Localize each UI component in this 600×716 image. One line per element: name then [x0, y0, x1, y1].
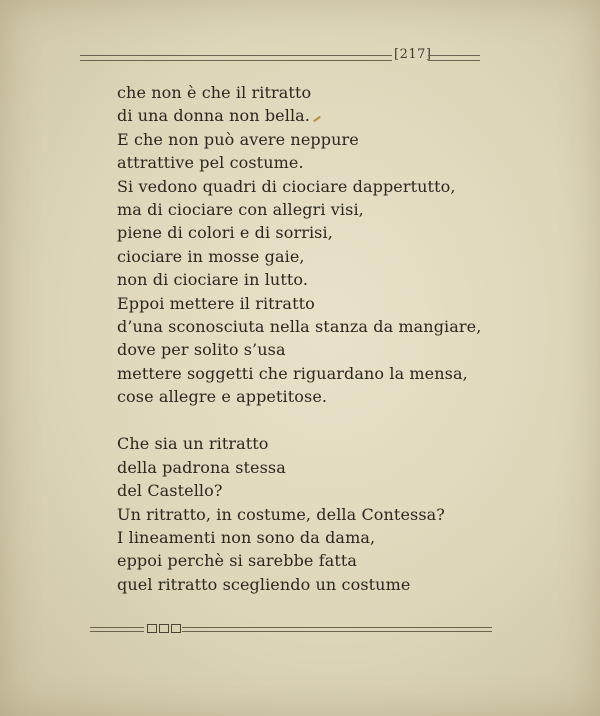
- poem-line: che non è che il ritratto: [117, 83, 312, 102]
- poem-line: ma di ciociare con allegri visi,: [117, 199, 364, 219]
- poem-line: di una donna non bella.: [117, 106, 310, 126]
- footer-rule-left: [90, 627, 144, 632]
- poem-line: Eppoi mettere il ritratto: [117, 293, 315, 313]
- poem-line: E che non può avere neppure: [117, 129, 359, 149]
- poem-line: Che sia un ritratto: [117, 434, 269, 454]
- poem-line: piene di colori e di sorrisi,: [117, 223, 333, 243]
- poem-line: non di ciociare in lutto.: [117, 270, 309, 290]
- poem-line: ciociare in mosse gaie,: [117, 246, 305, 266]
- stanza-1: [117, 81, 482, 408]
- poem-line: Si vedono quadri di ciociare dappertutto,: [117, 176, 456, 196]
- poem-line: I lineamenti non sono da dama,: [117, 528, 376, 548]
- stanza-break: [117, 408, 477, 432]
- ornament-square-icon: [147, 624, 157, 633]
- poem-line: mettere soggetti che riguardano la mensa,: [117, 363, 468, 383]
- ornament-square-icon: [171, 624, 181, 633]
- poem-line: della padrona stessa: [117, 457, 286, 477]
- poem-body: [117, 81, 482, 596]
- poem-line: d’una sconosciuta nella stanza da mangiare,: [117, 316, 482, 336]
- header-rule-left: [80, 55, 392, 61]
- poem-line: cose allegre e appetitose.: [117, 387, 328, 407]
- header-rule-right: [428, 55, 480, 61]
- page-footer: [90, 624, 492, 636]
- poem-line: eppoi perchè si sarebbe fatta: [117, 551, 358, 571]
- page-header: [80, 47, 480, 66]
- ornament-square-icon: [159, 624, 169, 633]
- stanza-2: [117, 432, 477, 596]
- poem-line: dove per solito s’usa: [117, 340, 286, 360]
- poem-line: del Castello?: [117, 481, 223, 501]
- footer-rule-right: [182, 627, 492, 632]
- poem-line: attrattive pel costume.: [117, 153, 304, 173]
- page-number: [217]: [394, 47, 432, 62]
- poem-line: quel ritratto scegliendo un costume: [117, 574, 411, 594]
- poem-line: Un ritratto, in costume, della Contessa?: [117, 504, 445, 524]
- footer-ornament: [147, 624, 181, 633]
